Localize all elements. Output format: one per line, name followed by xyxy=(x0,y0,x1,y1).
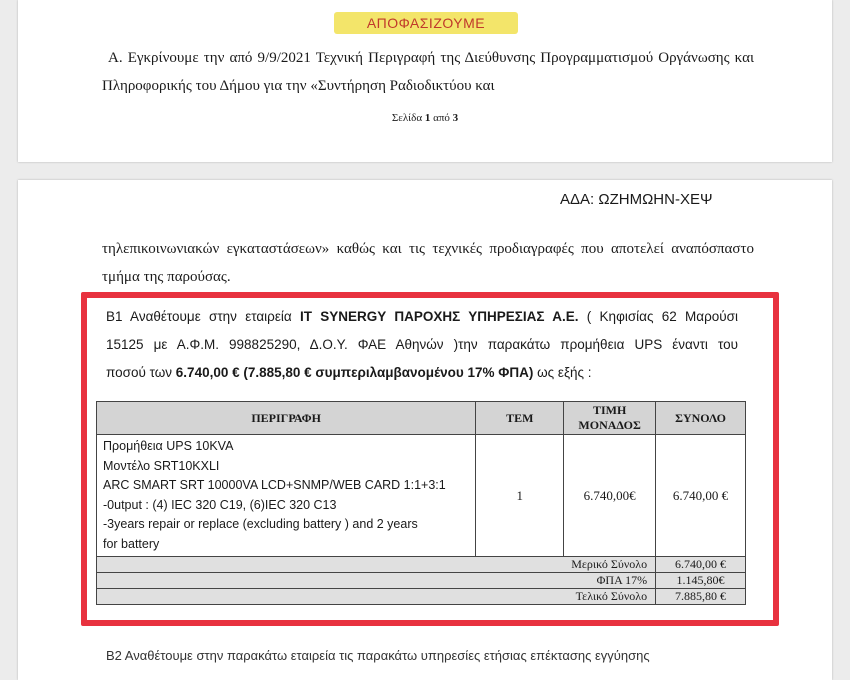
page-label: Σελίδα xyxy=(391,112,423,124)
b1-intro: Β1 Αναθέτουμε στην εταιρεία xyxy=(106,309,300,324)
desc-line: Προμήθεια UPS 10KVA xyxy=(103,439,234,453)
desc-line: Μοντέλο SRT10KXLI xyxy=(103,458,220,473)
amount-intro: ποσού των xyxy=(106,365,176,380)
header-total: ΣΥΝΟΛΟ xyxy=(656,402,746,435)
grand-total-label: Τελικό Σύνολο xyxy=(97,589,656,605)
desc-line: -3years repair or replace (excluding battery ) and 2 years xyxy=(103,517,418,531)
page-total: 3 xyxy=(452,112,459,124)
document-page-1 xyxy=(18,0,832,162)
items-table xyxy=(96,401,746,605)
grand-total-value: 7.885,80 € xyxy=(656,589,746,605)
row-unit-price: 6.740,00€ xyxy=(564,435,656,557)
page-of: από xyxy=(433,112,450,124)
desc-line: -0utput : (4) IEC 320 C19, (6)IEC 320 C13 xyxy=(103,497,337,512)
summary-row-subtotal xyxy=(97,557,746,573)
summary-row-total xyxy=(97,589,746,605)
ada-code: ΑΔΑ: ΩΖΗΜΩΗΝ-ΧΕΨ xyxy=(560,191,713,208)
b1-line-3 xyxy=(106,359,738,387)
subtotal-value: 6.740,00 € xyxy=(656,557,746,573)
row-total: 6.740,00 € xyxy=(656,435,746,557)
company-name: IT SYNERGY ΠΑΡΟΧΗΣ ΥΠΗΡΕΣΙΑΣ Α.Ε. xyxy=(299,309,579,324)
paragraph-a: Α. Εγκρίνουμε την από 9/9/2021 Τεχνική Περιγραφή της Διεύθυνσης Προγραμματισμού Οργάνωσης και Πληροφορικής του Δήμου για την «Συντήρηση Ραδιοδικτύου και xyxy=(102,50,754,94)
paragraph-continuation: τηλεπικοινωνιακών εγκαταστάσεων» καθώς και τις τεχνικές προδιαγραφές που αποτελεί αναπόσπαστο τμήμα της παρούσας. xyxy=(102,241,754,285)
table-header-row xyxy=(97,402,746,435)
decision-heading: ΑΠΟΦΑΣΙΖΟΥΜΕ xyxy=(334,12,518,34)
vat-label: ΦΠΑ 17% xyxy=(97,573,656,589)
header-unit-price: ΤΙΜΗ ΜΟΝΑΔΟΣ xyxy=(564,402,656,435)
header-qty: ΤΕΜ xyxy=(476,402,564,435)
b1-line-1 xyxy=(106,303,738,331)
page-number xyxy=(18,112,832,124)
header-description: ΠΕΡΙΓΡΑΦΗ xyxy=(97,402,476,435)
b2-partial-line: Β2 Αναθέτουμε στην παρακάτω εταιρεία τις παρακάτω υπηρεσίες ετήσιας επέκτασης εγγύησης xyxy=(106,648,650,663)
amount-suffix: ως εξής : xyxy=(533,365,592,380)
vat-value: 1.145,80€ xyxy=(656,573,746,589)
page-current: 1 xyxy=(424,112,431,124)
desc-line: ARC SMART SRT 10000VA LCD+SNMP/WEB CARD 1:1+3:1 xyxy=(103,478,446,492)
row-description xyxy=(97,435,476,557)
subtotal-label: Μερικό Σύνολο xyxy=(97,557,656,573)
company-address: ( Κηφισίας 62 Μαρούσι xyxy=(578,309,738,324)
summary-row-vat xyxy=(97,573,746,589)
row-qty: 1 xyxy=(476,435,564,557)
b1-line-2: 15125 με Α.Φ.Μ. 998825290, Δ.Ο.Υ. ΦΑΕ Αθηνών )την παρακάτω προμήθεια UPS έναντι του xyxy=(106,337,738,352)
amount-value: 6.740,00 € (7.885,80 € συμπεριλαμβανομένου 17% ΦΠΑ) xyxy=(175,365,534,380)
desc-line: for battery xyxy=(103,536,160,551)
table-row xyxy=(97,435,746,557)
